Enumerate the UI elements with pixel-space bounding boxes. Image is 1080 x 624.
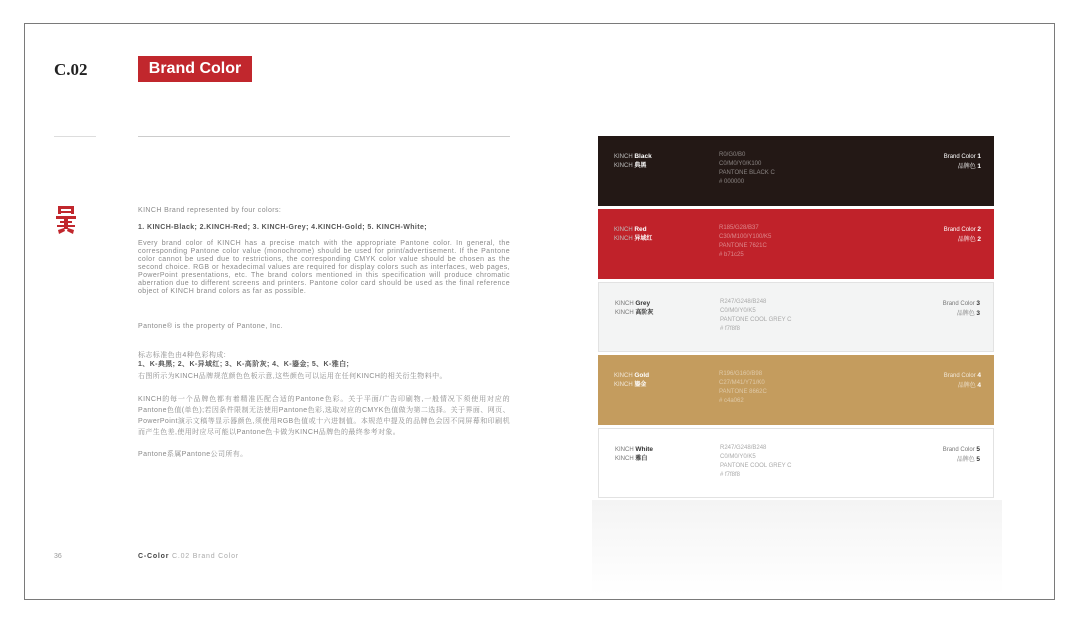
swatch-codes: R185/G28/B37 C30/M100/Y100/K5 PANTONE 7621C # b71c25 — [719, 225, 772, 258]
swatch-name: KINCH White KINCH 雅白 — [615, 446, 654, 462]
color-list-text: 1. KINCH-Black; 2.KINCH-Red; 3. KINCH-Grey; 4.KINCH-Gold; 5. KINCH-White; — [138, 224, 427, 231]
swatch-codes: R247/G248/B248 C0/M0/Y0/K5 PANTONE COOL GREY C # f7f8f8 — [720, 299, 792, 332]
intro-text: KINCH Brand represented by four colors: — [138, 207, 282, 214]
left-divider — [54, 136, 96, 137]
footer-section — [138, 553, 239, 560]
swatch-label: Brand Color 4 品牌色 4 — [943, 372, 981, 389]
swatch-white — [598, 428, 994, 498]
swatch-name: KINCH Gold KINCH 鎏金 — [614, 372, 650, 388]
swatch-gold — [598, 355, 994, 425]
cn-usage-text: 右图所示为KINCH品牌规范颜色色板示意,这些颜色可以运用在任何KINCH的相关衍生物料中。 — [138, 373, 447, 380]
swatch-red — [598, 209, 994, 279]
swatch-panel — [598, 136, 994, 501]
footer-section-name: C-Color — [138, 553, 170, 560]
swatch-black — [598, 136, 994, 206]
swatch-codes: R196/G160/B98 C27/M41/Y71/K0 PANTONE 8662C # c4a062 — [719, 371, 767, 404]
swatch-label: Brand Color 1 品牌色 1 — [943, 153, 981, 170]
swatch-label: Brand Color 2 品牌色 2 — [943, 226, 981, 243]
swatch-label: Brand Color 3 品牌色 3 — [942, 300, 980, 317]
swatch-name: KINCH Red KINCH 异域红 — [614, 226, 653, 242]
content-divider — [138, 136, 510, 137]
cn-description-text: KINCH的每一个品牌色都有着精准匹配合适的Pantone色彩。关于平面/广告印刷物,一般情况下须使用对应的Pantone色值(单色);若因条件限制无法使用Pantone色彩,选取对应的CMYK色值做为第二选择。关于界面、网页、PowerPoint演示文稿等显示器颜色,须使用RGB色值或十六进制值。本规范中提及的品牌色会因不同屏幕和印刷机而产生色差,使用时应尽可能以Pantone色卡做为KINCH品牌色的最终参考对象。 — [138, 396, 510, 436]
cn-intro-text: 标志标准色由4种色彩构成: — [138, 352, 227, 359]
page-title: Brand Color — [138, 56, 252, 82]
swatch-name: KINCH Grey KINCH 高阶灰 — [615, 300, 654, 316]
swatch-codes: R247/G248/B248 C0/M0/Y0/K5 PANTONE COOL GREY C # f7f8f8 — [720, 445, 792, 478]
swatch-name: KINCH Black KINCH 典黑 — [614, 153, 652, 169]
description-text: Every brand color of KINCH has a precise match with the appropriate Pantone color. In general, the corresponding Pantone color value (monochrome) should be used for print/advertisement. If the Pantone color cannot be used due to restrictions, the corresponding CMYK color value should be chosen as the second choice. RGB or hexadecimal values are required for display colors such as interfaces, web pages, PowerPoint presentations, etc. The brand colors mentioned in this specification will produce chromatic aberration due to different screens and printers. Pantone color card should be used as the final reference object of KINCH brand colors as far as possible. — [138, 240, 510, 295]
swatch-grey — [598, 282, 994, 352]
cn-color-list-text: 1、K-典黑; 2、K-异域红; 3、K-高阶灰; 4、K-鎏金; 5、K-雅白; — [138, 361, 350, 368]
swatch-label: Brand Color 5 品牌色 5 — [942, 446, 980, 463]
brand-logo-icon — [56, 206, 76, 241]
cn-trademark-text: Pantone系属Pantone公司所有。 — [138, 451, 248, 458]
trademark-text: Pantone® is the property of Pantone, Inc. — [138, 323, 283, 330]
page-number: 36 — [54, 553, 62, 560]
swatch-codes: R0/G0/B0 C0/M0/Y0/K100 PANTONE BLACK C # 000000 — [719, 152, 775, 185]
swatch-reflection — [592, 500, 1002, 595]
footer-subsection: C.02 Brand Color — [172, 553, 239, 560]
section-code: C.02 — [54, 60, 88, 79]
